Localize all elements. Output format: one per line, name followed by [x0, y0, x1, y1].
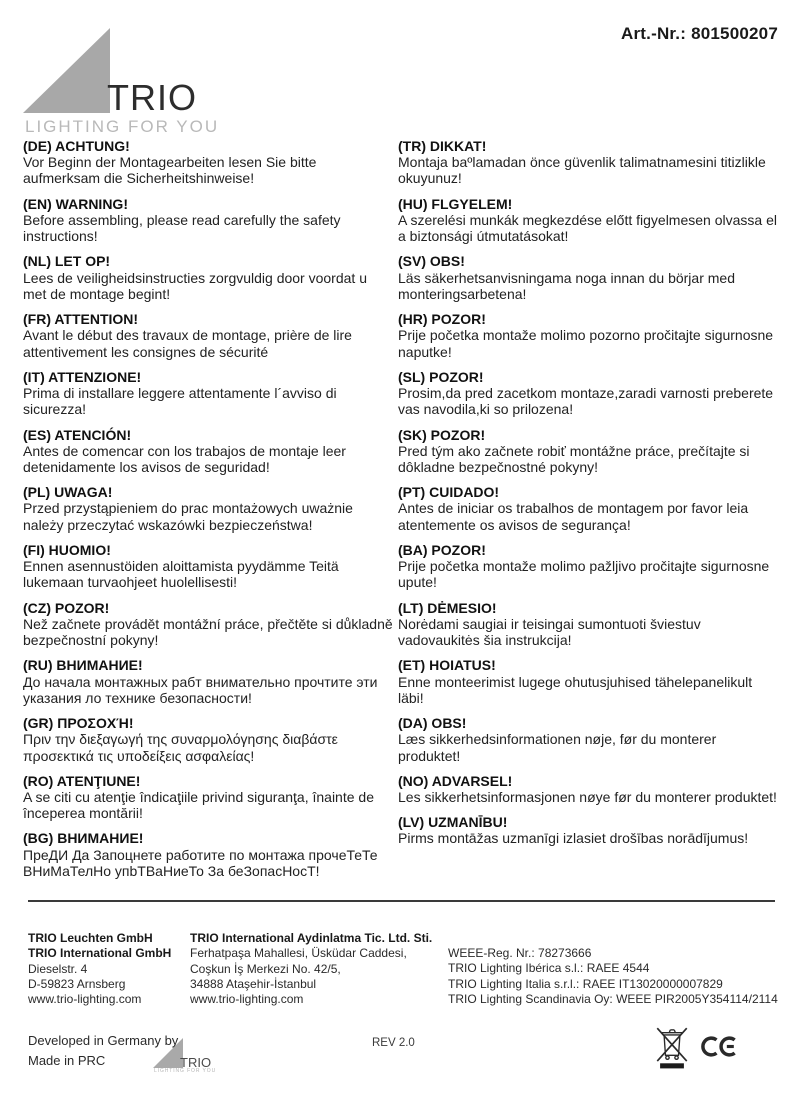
trio-logo-small-tagline: LIGHTING FOR YOU — [154, 1068, 217, 1074]
warning-heading: (DE) ACHTUNG! — [23, 138, 130, 154]
warning-heading: (HR) POZOR! — [398, 311, 486, 328]
warning-body: Przed przystąpieniem do prac montażowych uważnie należy przeczytać wskazówki bezpieczeństwa! — [23, 500, 353, 533]
warning-body: Prosim,da pred zacetkom montaze,zaradi varnosti preberete vas navodila,ki so prilozena! — [398, 385, 774, 418]
footer-line: Dieselstr. 4 — [28, 961, 88, 976]
warning-heading: (HU) FLGYELEM! — [398, 195, 513, 212]
warning-body: A szerelési munkák megkezdése előtt figyelmesen olvassa el a biztonsági útmutatásokat! — [398, 211, 777, 245]
warning-block — [398, 311, 781, 360]
trio-triangle-icon — [23, 28, 110, 113]
warning-block — [23, 484, 394, 533]
footer-line: www.trio-lighting.com — [190, 992, 304, 1007]
warning-heading: (DA) OBS! — [398, 715, 467, 732]
footer-company-turkey — [190, 931, 448, 1008]
warning-column-left — [23, 138, 394, 888]
warning-body: Antes de iniciar os trabalhos de montagem por favor leia atentemente os avisos de segurança! — [398, 500, 749, 533]
warning-heading: (CZ) POZOR! — [23, 599, 110, 616]
warning-body: ПреДИ Да Запоцнете работите по монтажа прочеТеТе ВНиМаТелНо упbТВаНиеТо За беЗопасНосТ! — [23, 846, 378, 879]
footer-line: TRIO Lighting Scandinavia Oy: WEEE PIR2005Y354114/2114 — [448, 992, 778, 1007]
article-number-value: 801500207 — [691, 24, 778, 43]
warning-heading: (LV) UZMANĪBU! — [398, 814, 508, 831]
warning-block — [398, 369, 781, 418]
warning-body: Πριν την διεξαγωγή της συναρμολόγησης διαβάστε προσεκτικά τις υποδείξεις ασφαλείας! — [23, 731, 338, 764]
warning-body: Norėdami saugiai ir teisingai sumontuoti šviestuv vadovaukitės šia instrukcija! — [398, 615, 701, 649]
footer-divider — [28, 900, 775, 902]
footer-line: 34888 Ataşehir-İstanbul — [190, 977, 317, 992]
warning-block — [23, 138, 394, 187]
warning-body: Avant le début des travaux de montage, prière de lire attentivement les consignes de sécurité — [23, 327, 352, 360]
warning-block — [23, 196, 394, 245]
warning-heading: (PT) CUIDADO! — [398, 484, 500, 501]
warning-body: Before assembling, please read carefully the safety instructions! — [23, 211, 341, 245]
warning-heading: (RO) ATENŢIUNE! — [23, 772, 141, 789]
warning-body: Les sikkerhetsinformasjonen nøye før du monterer produktet! — [398, 788, 777, 805]
warning-body: Prije početka montaže molimo pažljivo pročitajte sigurnosne upute! — [398, 558, 770, 591]
made-in-line1: Developed in Germany by — [28, 1033, 179, 1048]
warning-block — [398, 253, 781, 302]
footer-line: WEEE-Reg. Nr.: 78273666 — [448, 946, 592, 960]
warning-body: Prije početka montaže molimo pozorno pročitajte sigurnosne naputke! — [398, 327, 774, 360]
footer-line: D-59823 Arnsberg — [28, 977, 126, 992]
footer-line-bold: TRIO International Aydinlatma Tic. Ltd. Sti. — [190, 931, 433, 945]
warning-block — [398, 715, 781, 764]
warning-body: Prima di installare leggere attentamente l´avviso di sicurezza! — [23, 385, 337, 418]
warning-block — [398, 427, 781, 476]
warning-heading: (FR) ATTENTION! — [23, 311, 139, 328]
warning-heading: (TR) DIKKAT! — [398, 138, 487, 154]
made-in-line2: Made in PRC — [28, 1052, 106, 1068]
warning-heading: (RU) ВНИМАНИЕ! — [23, 657, 143, 674]
warning-columns — [23, 138, 781, 888]
warning-body: Læs sikkerhedsinformationen nøje, før du monterer produktet! — [398, 731, 717, 764]
warning-heading: (ES) ATENCIÓN! — [23, 426, 132, 443]
trio-triangle-icon-small — [153, 1038, 183, 1068]
warning-heading: (SL) POZOR! — [398, 368, 484, 385]
warning-block — [398, 773, 781, 805]
warning-body: До начала монтажных рабт внимательно прочтите эти указания ло технике безопасности! — [23, 673, 378, 706]
warning-body: Montaja baºlamadan önce güvenlik talimatnamesini titizlikle okuyunuz! — [398, 154, 766, 187]
ce-mark-icon — [701, 1035, 738, 1063]
footer-line: TRIO Lighting Italia s.r.l.: RAEE IT13020000007829 — [448, 976, 723, 991]
footer-weee-registrations — [448, 931, 783, 1008]
weee-crossed-bin-icon — [655, 1027, 689, 1074]
warning-body: Enne monteerimist lugege ohutusjuhised tähelepanelikult läbi! — [398, 673, 753, 706]
warning-block — [398, 138, 781, 187]
warning-block — [398, 484, 781, 533]
warning-heading: (NO) ADVARSEL! — [398, 772, 513, 789]
warning-heading: (BG) ВНИМАНИЕ! — [23, 830, 144, 847]
article-number — [621, 24, 778, 44]
warning-body: Antes de comencar con los trabajos de montaje leer detenidamente los avisos de seguridad! — [23, 442, 346, 475]
warning-block — [23, 542, 394, 591]
footer-line: TRIO Lighting Ibérica s.l.: RAEE 4544 — [448, 961, 650, 976]
revision-label: REV 2.0 — [372, 1037, 415, 1049]
warning-heading: (IT) ATTENZIONE! — [23, 368, 142, 385]
warning-body: Vor Beginn der Montagearbeiten lesen Sie bitte aufmerksam die Sicherheitshinweise! — [23, 154, 317, 187]
warning-block — [398, 542, 781, 591]
warning-block — [23, 830, 394, 879]
trio-logo — [23, 26, 263, 138]
footer-line-bold: TRIO Leuchten GmbH — [28, 931, 153, 945]
warning-body: Läs säkerhetsanvisningama noga innan du börjar med monteringsarbetena! — [398, 269, 735, 302]
warning-heading: (EN) WARNING! — [23, 195, 128, 212]
footer-line: www.trio-lighting.com — [28, 992, 142, 1007]
warning-block — [23, 427, 394, 476]
warning-block — [23, 657, 394, 706]
warning-body: Pred tým ako začnete robiť montážne práce, prečítajte si dôkladne bezpečnostné pokyny! — [398, 442, 750, 475]
warning-column-right — [398, 138, 781, 888]
warning-block — [398, 600, 781, 649]
warning-block — [398, 196, 781, 245]
warning-heading: (SK) POZOR! — [398, 426, 486, 443]
warning-heading: (SV) OBS! — [398, 253, 465, 270]
trio-logo-tagline: LIGHTING FOR YOU — [25, 117, 220, 136]
trio-logo-word: TRIO — [107, 77, 197, 118]
footer-line: Ferhatpaşa Mahallesi, Üsküdar Caddesi, — [190, 946, 407, 961]
warning-body: Ennen asennustöiden aloittamista pyydämme Teitä lukemaan turvaohjeet huolellisesti! — [23, 558, 339, 591]
footer-address-row — [28, 931, 783, 1008]
warning-body: Pirms montāžas uzmanīgi izlasiet drošības norādījumus! — [398, 830, 749, 847]
warning-block — [398, 814, 781, 846]
warning-block — [23, 715, 394, 764]
article-number-label: Art.-Nr.: — [621, 24, 687, 43]
trio-logo-small-word: TRIO — [180, 1055, 212, 1070]
warning-heading: (ET) HOIATUS! — [398, 657, 496, 674]
warning-heading: (PL) UWAGA! — [23, 484, 113, 501]
warning-heading: (NL) LET OP! — [23, 253, 111, 270]
warning-body: A se citi cu atenţie îndicaţiile privind siguranţa, înainte de începerea montării! — [23, 788, 374, 822]
trio-logo-small — [150, 1036, 250, 1084]
warning-heading: (FI) HUOMIO! — [23, 541, 111, 558]
warning-block — [23, 600, 394, 649]
footer-line: Coşkun İş Merkezi No. 42/5, — [190, 961, 341, 976]
warning-block — [23, 369, 394, 418]
warning-block — [398, 657, 781, 706]
warning-block — [23, 773, 394, 822]
warning-heading: (LT) DĖMESIO! — [398, 599, 497, 616]
warning-block — [23, 253, 394, 302]
warning-block — [23, 311, 394, 360]
warning-body: Lees de veiligheidsinstructies zorgvuldig door voordat u met de montage begint! — [23, 269, 367, 302]
warning-heading: (GR) ΠΡΟΣΟΧΉ! — [23, 715, 134, 732]
footer-line-bold: TRIO International GmbH — [28, 946, 172, 961]
warning-body: Než začnete provádět montážní práce, přečtěte si důkladně bezpečnostní pokyny! — [23, 615, 393, 649]
warning-heading: (BA) POZOR! — [398, 541, 486, 558]
footer-company-germany — [28, 931, 190, 1008]
